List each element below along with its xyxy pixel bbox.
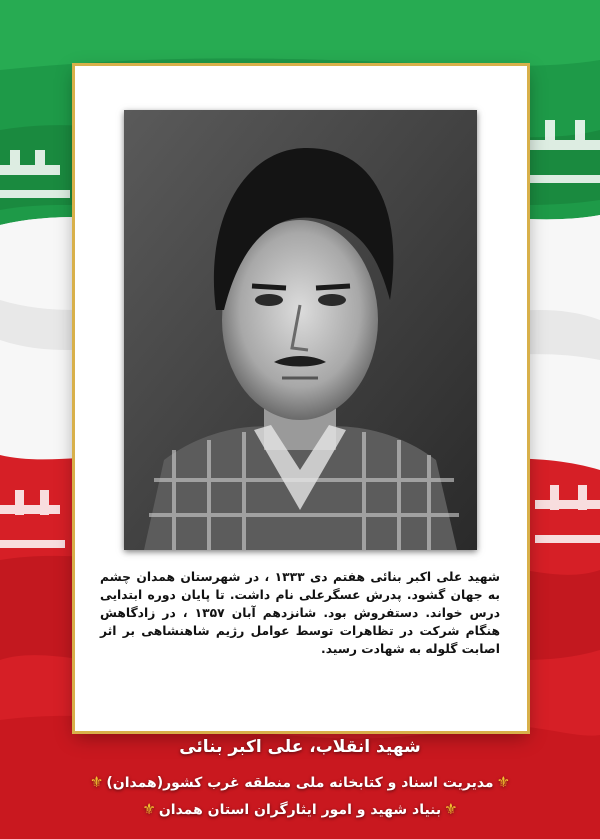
footer-line-2 (0, 800, 600, 818)
fleur-ornament-icon: ⚜ (496, 773, 511, 791)
fleur-ornament-icon: ⚜ (89, 773, 104, 791)
biography-text: شهید علی اکبر بنائی هفتم دی ۱۳۳۳ ، در شهرستان همدان چشم به جهان گشود. پدرش عسگرعلی نام داشت. تا پایان دوره ابتدایی درس خواند. دستفروش بود. شانزدهم آبان ۱۳۵۷ ، در زادگاهش هنگام شرکت در تظاهرات توسط عوامل رژیم شاهنشاهی بر اثر اصابت گلوله به شهادت رسید. (100, 570, 500, 656)
fleur-ornament-icon: ⚜ (142, 800, 156, 818)
footer-org-1: مدیریت اسناد و کتابخانه ملی منطقه غرب کشور(همدان) (106, 775, 494, 791)
martyr-name-title: شهید انقلاب، علی اکبر بنائی (179, 737, 421, 757)
fleur-ornament-icon: ⚜ (444, 800, 458, 818)
footer-org-2: بنیاد شهید و امور ایثارگران استان همدان (158, 802, 442, 818)
portrait-photo (124, 110, 477, 550)
footer-line-1 (0, 773, 600, 791)
